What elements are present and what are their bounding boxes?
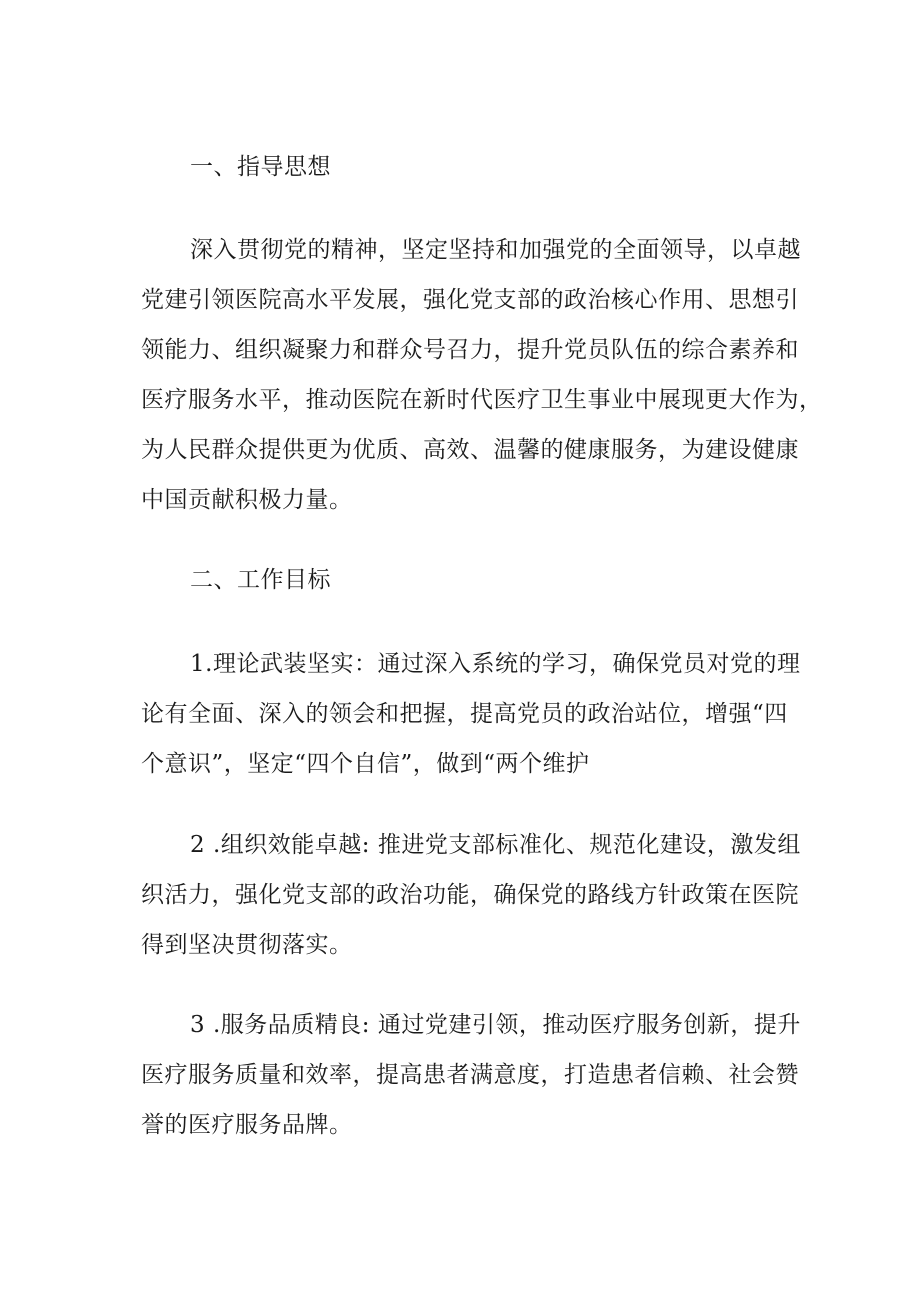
section-heading-guiding-ideology: 一、指导思想	[190, 154, 331, 180]
goal-item-line: 论有全面、深入的领会和把握，提高党员的政治站位，增强“四	[141, 701, 788, 727]
paragraph-line: 深入贯彻党的精神，坚定坚持和加强党的全面领导，以卓越	[190, 237, 801, 263]
section-heading-work-goals: 二、工作目标	[190, 567, 331, 593]
goal-item-line: 得到坚决贯彻落实。	[141, 932, 353, 958]
paragraph-line: 医疗服务水平，推动医院在新时代医疗卫生事业中展现更大作为，	[141, 387, 823, 413]
goal-item-line: 誉的医疗服务品牌。	[141, 1112, 353, 1138]
goal-item-line: 个意识”，坚定“四个自信”，做到“两个维护	[141, 751, 590, 777]
paragraph-line: 为人民群众提供更为优质、高效、温馨的健康服务，为建设健康	[141, 437, 799, 463]
goal-item-line: 织活力，强化党支部的政治功能，确保党的路线方针政策在医院	[141, 882, 799, 908]
paragraph-line: 领能力、组织凝聚力和群众号召力，提升党员队伍的综合素养和	[141, 337, 799, 363]
goal-item-line: 1.理论武装坚实：通过深入系统的学习，确保党员对党的理	[190, 651, 801, 677]
paragraph-line: 中国贡献积极力量。	[141, 487, 353, 513]
goal-item-line: 3 .服务品质精良: 通过党建引领，推动医疗服务创新，提升	[190, 1012, 801, 1038]
goal-item-line: 医疗服务质量和效率，提高患者满意度，打造患者信赖、社会赞	[141, 1062, 799, 1088]
paragraph-line: 党建引领医院高水平发展，强化党支部的政治核心作用、思想引	[141, 287, 799, 313]
goal-item-line: 2 .组织效能卓越: 推进党支部标准化、规范化建设，激发组	[190, 832, 801, 858]
